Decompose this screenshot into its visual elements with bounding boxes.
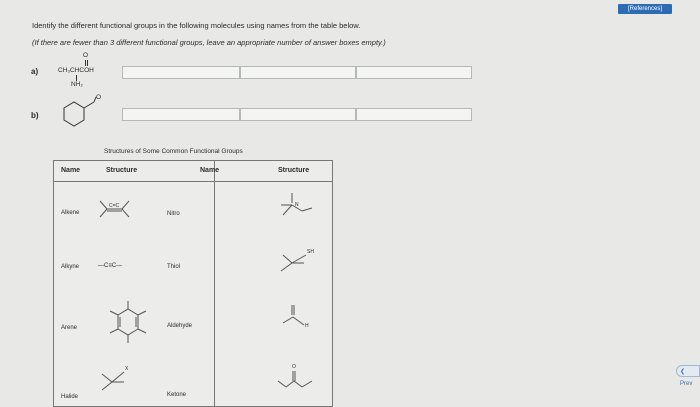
answer-a-2[interactable] [240, 66, 356, 79]
answer-b-1[interactable] [122, 108, 240, 121]
instructions-line-1: Identify the different functional groups in the following molecules using names from the table below. [32, 21, 361, 30]
header-name-1: Name [61, 167, 81, 174]
row-alkene-name: Alkene [61, 210, 80, 216]
molecule-a: O CH₃CHCOH NH₂ [58, 52, 94, 88]
row-halide-name: Halide [61, 394, 79, 400]
nitro-structure: N [278, 191, 318, 230]
references-button[interactable]: [References] [618, 4, 672, 14]
header-name-2: Name [200, 167, 220, 174]
answer-b-3[interactable] [356, 108, 472, 121]
answer-a-1[interactable] [122, 66, 240, 79]
row-aldehyde-name: Aldehyde [167, 323, 193, 329]
row-arene-name: Arene [61, 325, 78, 331]
row-nitro-name: Nitro [167, 211, 180, 217]
table-caption: Structures of Some Common Functional Groups [104, 148, 243, 155]
molecule-b: O [56, 94, 110, 134]
answer-b-2[interactable] [240, 108, 356, 121]
row-alkyne-name: Alkyne [61, 264, 80, 270]
answer-a-3[interactable] [356, 66, 472, 79]
aldehyde-structure: H [278, 301, 318, 346]
header-structure-1: Structure [106, 167, 138, 174]
previous-page-tab[interactable] [676, 365, 700, 387]
chevron-left-icon: ❮ [680, 369, 686, 375]
row-ketone-name: Ketone [167, 392, 187, 398]
arene-structure [98, 299, 158, 358]
alkene-structure: C=C [98, 199, 132, 226]
thiol-structure: SH [278, 247, 318, 282]
halide-structure: X [98, 366, 138, 401]
functional-groups-table [53, 160, 333, 407]
question-b-label: b) [31, 111, 39, 120]
previous-page-label: Prev [680, 381, 693, 387]
question-a-label: a) [31, 67, 39, 76]
row-thiol-name: Thiol [167, 264, 181, 270]
header-structure-2: Structure [278, 167, 310, 174]
ketone-structure: O [274, 367, 324, 402]
alkyne-structure: —C≡C— [98, 263, 123, 269]
instructions-line-2: (If there are fewer than 3 different functional groups, leave an appropriate number of answer boxes empty.) [32, 38, 386, 47]
